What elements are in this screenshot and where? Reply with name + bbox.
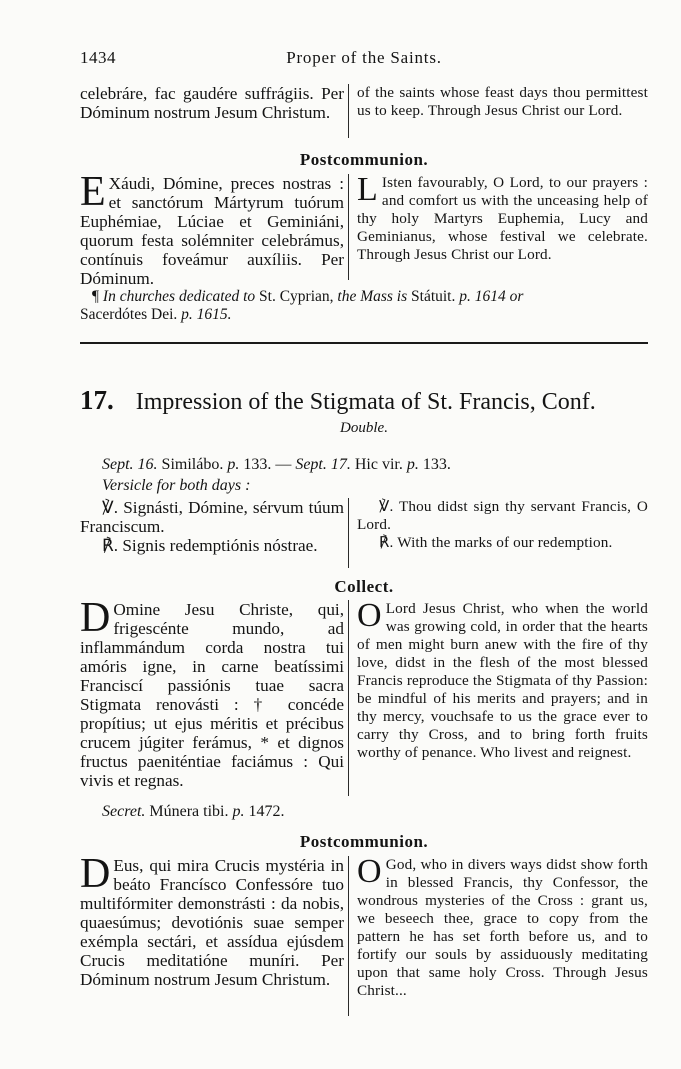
versicle-columns <box>80 498 648 570</box>
page-abbr: p. <box>227 456 240 473</box>
page-header <box>80 48 648 70</box>
postcommunion-latin-text-2: Eus, qui mira Crucis mystéria in beáto Francísco Confessóre tuo multifórmiter demonstrásti : da nobis, quaesúmus; devotiónis suae semper exémpla sectári, et assídua ejúsdem Crucis meditatióne muníri. Per Dóminum nostrum Jesum Christum. <box>80 856 344 989</box>
postcommunion-english-1 <box>357 171 648 264</box>
postcommunion-english-2 <box>357 853 648 1000</box>
drop-cap: O <box>357 853 382 890</box>
drop-cap: O <box>357 597 382 634</box>
page-abbr: p. <box>232 803 245 820</box>
feast-name: Impression of the Stigmata of St. Francis, Conf. <box>135 389 596 415</box>
note-page: p. 1615. <box>181 306 232 323</box>
page-abbr: p. <box>406 456 419 473</box>
secret-label: Secret. <box>102 803 146 820</box>
page-ref: 133. — <box>243 456 292 473</box>
top-english <box>357 84 648 120</box>
note-saint: St. Cyprian, <box>259 288 334 305</box>
missal-page <box>80 0 648 1069</box>
versicle-symbol: ℣. <box>102 498 119 517</box>
note-text: In churches dedicated to <box>102 288 256 305</box>
note-or: or <box>509 288 524 305</box>
postcommunion-latin-1 <box>80 169 344 288</box>
top-latin-text: celebráre, fac gaudére suffrágiis. Per Dóminum nostrum Jesum Christum. <box>80 84 344 122</box>
column-rule <box>348 174 349 280</box>
versicle-latin-r: Signis redemptiónis nóstrae. <box>122 536 318 555</box>
rubric-note <box>80 288 648 324</box>
postcommunion-columns-1 <box>80 169 648 288</box>
response-symbol: ℟. <box>102 536 119 555</box>
note-mass: Sacerdótes Dei. <box>80 306 178 323</box>
feast-title <box>80 385 648 416</box>
page-ref: 133. <box>422 456 451 473</box>
drop-cap: D <box>80 595 111 641</box>
postcommunion-latin-2 <box>80 851 344 989</box>
collect-english-text: Lord Jesus Christ, who when the world was growing cold, in order that the hearts of men might burn anew with the fire of thy love, didst in the flesh of the most blessed Francis reproduce the Stigmata of thy Passion: be mindful of his merits and prayers; and in thy mercy, vouchsafe to us the grace ever to carry thy Cross, and to bring forth fruits worthy of penance. Who livest and reignest. <box>357 600 648 761</box>
running-title: Proper of the Saints. <box>286 48 442 67</box>
note-text: the Mass is <box>337 288 408 305</box>
top-english-text: of the saints whose feast days thou permittest us to keep. Through Jesus Christ our Lord. <box>357 84 648 119</box>
response-symbol: ℟. <box>379 534 394 551</box>
mass-ref: Hic vir. <box>354 456 403 473</box>
page-ref: 1472. <box>248 803 285 820</box>
date-ref: Sept. 16. <box>102 456 158 473</box>
postcommunion-heading-2: Postcommunion. <box>299 832 429 851</box>
drop-cap: D <box>80 851 111 897</box>
versicle-latin <box>80 498 344 555</box>
secret-text: Múnera tibi. <box>149 803 229 820</box>
introit-references <box>102 455 451 474</box>
page-number: 1434 <box>80 48 116 67</box>
top-latin <box>80 84 344 122</box>
section-divider <box>80 342 648 344</box>
column-rule <box>348 84 349 138</box>
drop-cap: L <box>357 171 378 208</box>
versicle-label-text: Versicle for both days : <box>102 477 251 494</box>
postcommunion-heading-1: Postcommunion. <box>299 150 429 169</box>
postcommunion-latin-text-1: Xáudi, Dómine, preces nostras : et sanctórum Mártyrum tuórum Euphémiae, Lúciae et Geminiáni, quorum festa solémniter celebrámus, contínuis foveámur auxíliis. Per Dóminum. <box>80 174 344 288</box>
postcommunion-english-text-1: Isten favourably, O Lord, to our prayers : and comfort us with the unceasing help of thy holy Martyrs Euphemia, Lucy and Geminianus, whose festival we celebrate. Through Jesus Christ our Lord. <box>357 174 648 263</box>
collect-english <box>357 597 648 762</box>
mass-ref: Similábo. <box>161 456 224 473</box>
top-columns <box>80 84 648 140</box>
feast-rank: Double. <box>340 420 388 436</box>
versicle-english-r: With the marks of our redemption. <box>397 534 613 551</box>
collect-heading: Collect. <box>334 577 394 596</box>
collect-latin <box>80 595 344 790</box>
note-mass: Státuit. <box>411 288 456 305</box>
postcommunion-columns-2 <box>80 851 648 1018</box>
versicle-english <box>357 498 648 552</box>
feast-number: 17. <box>80 385 114 415</box>
collect-latin-text: Omine Jesu Christe, qui, frigescénte mundo, ad inflammándum corda nostra tui amóris igne, in carne beatíssimi Franciscí passiónis tuae sacra Stigmata renovásti : † concéde propítius; ut ejus méritis et précibus crucem júgiter ferámus, * et dignos fructus paeniténtiae faciámus : Qui vivis et regnas. <box>80 600 344 790</box>
column-rule <box>348 498 349 568</box>
column-rule <box>348 856 349 1016</box>
note-page: p. 1614 <box>459 288 506 305</box>
column-rule <box>348 600 349 796</box>
pilcrow-icon: ¶ <box>92 288 100 305</box>
collect-columns <box>80 595 648 798</box>
versicle-label <box>102 476 250 495</box>
postcommunion-english-text-2: God, who in divers ways didst show forth in blessed Francis, thy Confessor, the wondrous mysteries of the Cross : grant us, we beseech thee, grace to copy from the pattern he has set forth before us, and to fortify our souls by assiduously meditating upon that same holy Cross. Through Jesus Christ... <box>357 856 648 999</box>
versicle-symbol: ℣. <box>379 498 394 515</box>
versicle-latin-v: Signásti, Dómine, sérvum túum Franciscum. <box>80 498 344 536</box>
versicle-english-v: Thou didst sign thy servant Francis, O Lord. <box>357 498 648 533</box>
secret-reference <box>102 802 284 821</box>
drop-cap: E <box>80 169 106 215</box>
date-ref: Sept. 17. <box>295 456 351 473</box>
